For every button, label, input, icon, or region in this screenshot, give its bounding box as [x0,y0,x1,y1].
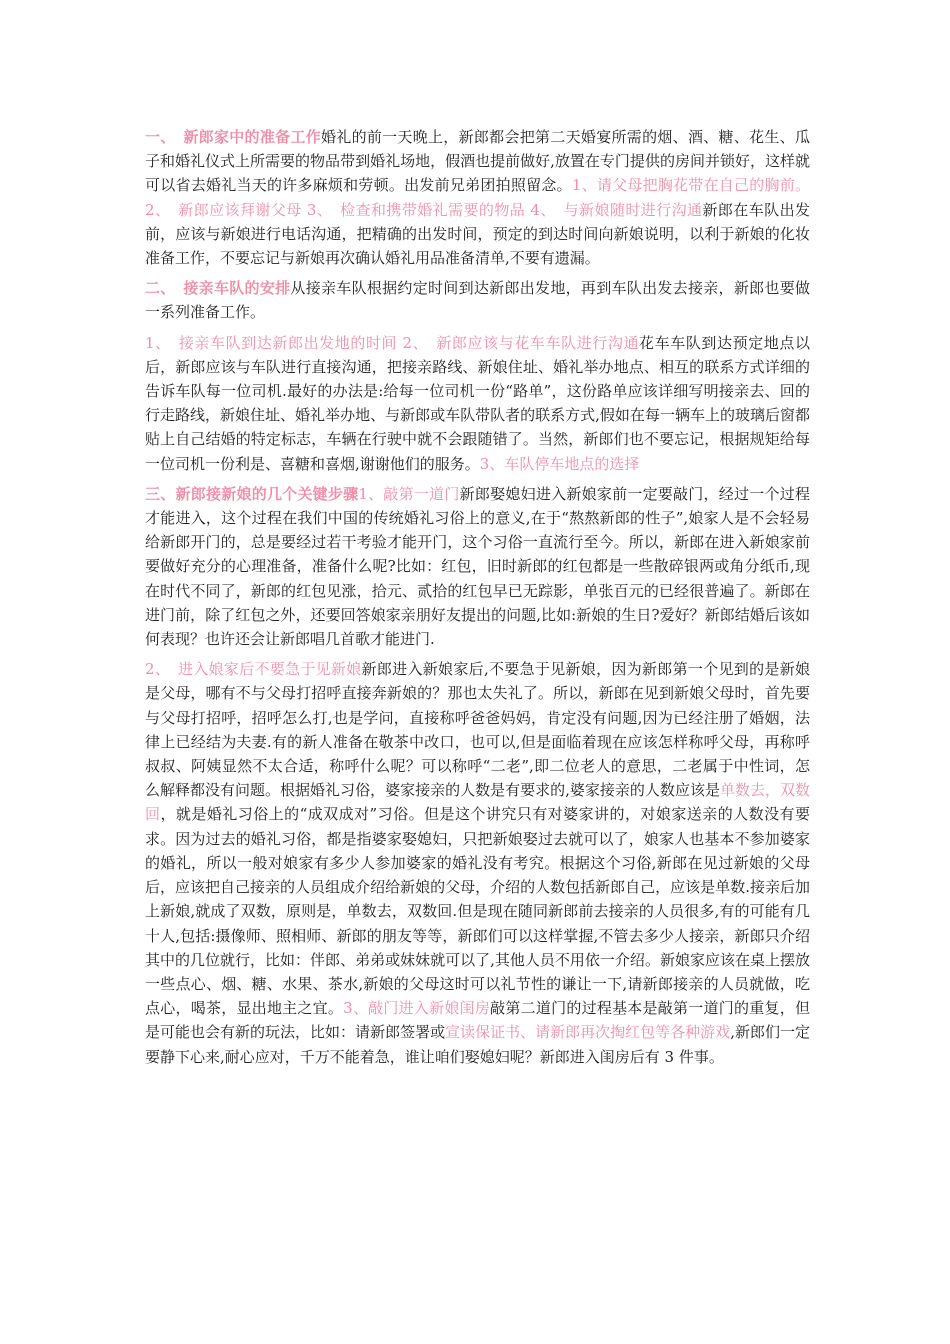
section-3-step-3-text: 敲第二道门的过程基本是敲第一道门的重复，但是可能也会有新的玩法，比如：请新郎签署或 [145,999,810,1042]
section-2-steps-text: 花车车队到达预定地点以后，新郎应该与车队进行直接沟通，把接亲路线、新娘住址、婚礼举办地点、相互的联系方式详细的告诉车队每一位司机.最好的办法是:给每一位司机一份“路单”，这份路单应该详细写明接亲去、回的行走路线，新娘住址、婚礼举办地、与新郎或车队带队者的联系方式,假如在每一辆车上的玻璃后窗都贴上自己结婚的特定标志，车辆在行驶中就不会跟随错了。当然，新郎们也不要忘记，根据规矩给每一位司机一份利是、喜糖和喜烟,谢谢他们的服务。 [145,333,810,473]
section-3-heading: 三、新郎接新娘的几个关键步骤 [145,484,359,503]
section-3-step-3: 3、敲门进入新娘闺房 [343,999,491,1018]
document-body [145,125,810,1075]
section-1-paragraph [145,125,810,270]
section-3-step-1: 1、敲第一道门 [358,484,460,503]
section-3-step-2: 2、 进入娘家后不要急于见新娘 [145,660,362,679]
section-2-steps-paragraph [145,331,810,476]
section-1-heading: 一、 新郎家中的准备工作 [145,128,321,146]
section-2-text: 从接亲车队根据约定时间到达新郎出发地，再到车队出发去接亲，新郎也要做一系列准备工作。 [145,279,810,322]
section-2-steps: 1、 接亲车队到达新郎出发地的时间 2、 新郎应该与花车车队进行沟通 [145,333,640,352]
section-2-heading: 二、 接亲车队的安排 [145,279,291,298]
section-1-text: 婚礼的前一天晚上，新郎都会把第二天婚宴所需的烟、酒、糖、花生、瓜子和婚礼仪式上所需要的物品带到婚礼场地，假酒也提前做好,放置在专门提供的房间并锁好，这样就可以省去婚礼当天的许多麻烦和劳顿。出发前兄弟团拍照留念。 [145,128,810,195]
section-3-step-2-text-2: ，就是婚礼习俗上的“成双成对”习俗。但是这个讲究只有对婆家讲的，对娘家送亲的人数没有要求。因为过去的婚礼习俗，都是指婆家娶媳妇，只把新娘娶过去就可以了，娘家人也基本不参加婆家的婚礼，所以一般对娘家有多少人参加婆家的婚礼没有考究。根据这个习俗,新郎在见过新娘的父母后，应该把自己接亲的人员组成介绍给新娘的父母，介绍的人数包括新郎自己，应该是单数.接亲后加上新娘,就成了双数，原则是，单数去，双数回.但是现在随同新郎前去接亲的人员很多,有的可能有几十人,包括:摄像师、照相师、新郎的朋友等等，新郎们可以这样掌握,不管去多少人接亲，新郎只介绍其中的几位就行，比如：伴郎、弟弟或妹妹就可以了,其他人员不用依一介绍。新娘家应该在桌上摆放一些点心、烟、糖、水果、茶水,新娘的父母这时可以礼节性的谦让一下,请新郎接亲的人员就做，吃点心，喝茶，显出地主之宜。 [145,805,810,1018]
section-3-paragraph [145,482,810,651]
section-2-paragraph [145,276,810,324]
section-1-text-2: 新郎在车队出发前，应该与新娘进行电话沟通，把精确的出发时间，预定的到达时间向新娘说明，以利于新娘的化妆准备工作，不要忘记与新娘再次确认婚礼用品准备清单,不要有遗漏。 [145,200,810,268]
section-3-step-3-text-2: ,新郎们一定要静下心来,耐心应对，千万不能着急，谁让咱们娶媳妇呢？新郎进入闺房后有 3 件事。 [145,1023,810,1066]
section-3-step-2-paragraph [145,657,810,1068]
section-3-step-1-text: 新郎娶媳妇进入新娘家前一定要敲门，经过一个过程才能进入，这个过程在我们中国的传统婚礼习俗上的意义,在于“熬熬新郎的性子”,娘家人是不会轻易给新郎开门的，总是要经过若干考验才能开门，这个习俗一直流行至今。所以，新郎在进入新娘家前要做好充分的心理准备，准备什么呢?比如：红包，旧时新郎的红包都是一些散碎银两或角分纸币,现在时代不同了，新郎的红包见涨，拾元、贰拾的红包早已无踪影，单张百元的已经很普遍了。新郎在进门前，除了红包之外，还要回答娘家亲朋好友提出的问题,比如:新娘的生日?爱好？新郎结婚后该如何表现？也许还会让新郎唱几首歌才能进门. [145,484,810,649]
section-3-step-2-text: 新郎进入新娘家后,不要急于见新娘，因为新郎第一个见到的是新娘是父母，哪有不与父母打招呼直接奔新娘的？那也太失礼了。所以，新郎在见到新娘父母时，首先要与父母打招呼，招呼怎么打,也是学问，直接称呼爸爸妈妈，肯定没有问题,因为已经注册了婚姻，法律上已经结为夫妻.有的新人准备在敬茶中改口，也可以,但是面临着现在应该怎样称呼父母，再称呼叔叔、阿姨显然不太合适，称呼什么呢？可以称呼“二老”,即二位老人的意思，二老属于中性词，怎么解释都没有问题。根据婚礼习俗，婆家接亲的人数是有要求的,婆家接亲的人数应该是 [145,660,810,800]
section-1-steps: 1、请父母把胸花带在自己的胸前。2、 新郎应该拜谢父母 3、 检查和携带婚礼需要的物品 4、 与新娘随时进行沟通 [145,176,810,219]
section-2-step-3: 3、车队停车地点的选择 [479,454,640,473]
games-highlight: 宣读保证书、请新郎再次掏红包等各种游戏 [445,1023,731,1042]
custom-highlight: 单数去，双数回 [145,781,810,824]
